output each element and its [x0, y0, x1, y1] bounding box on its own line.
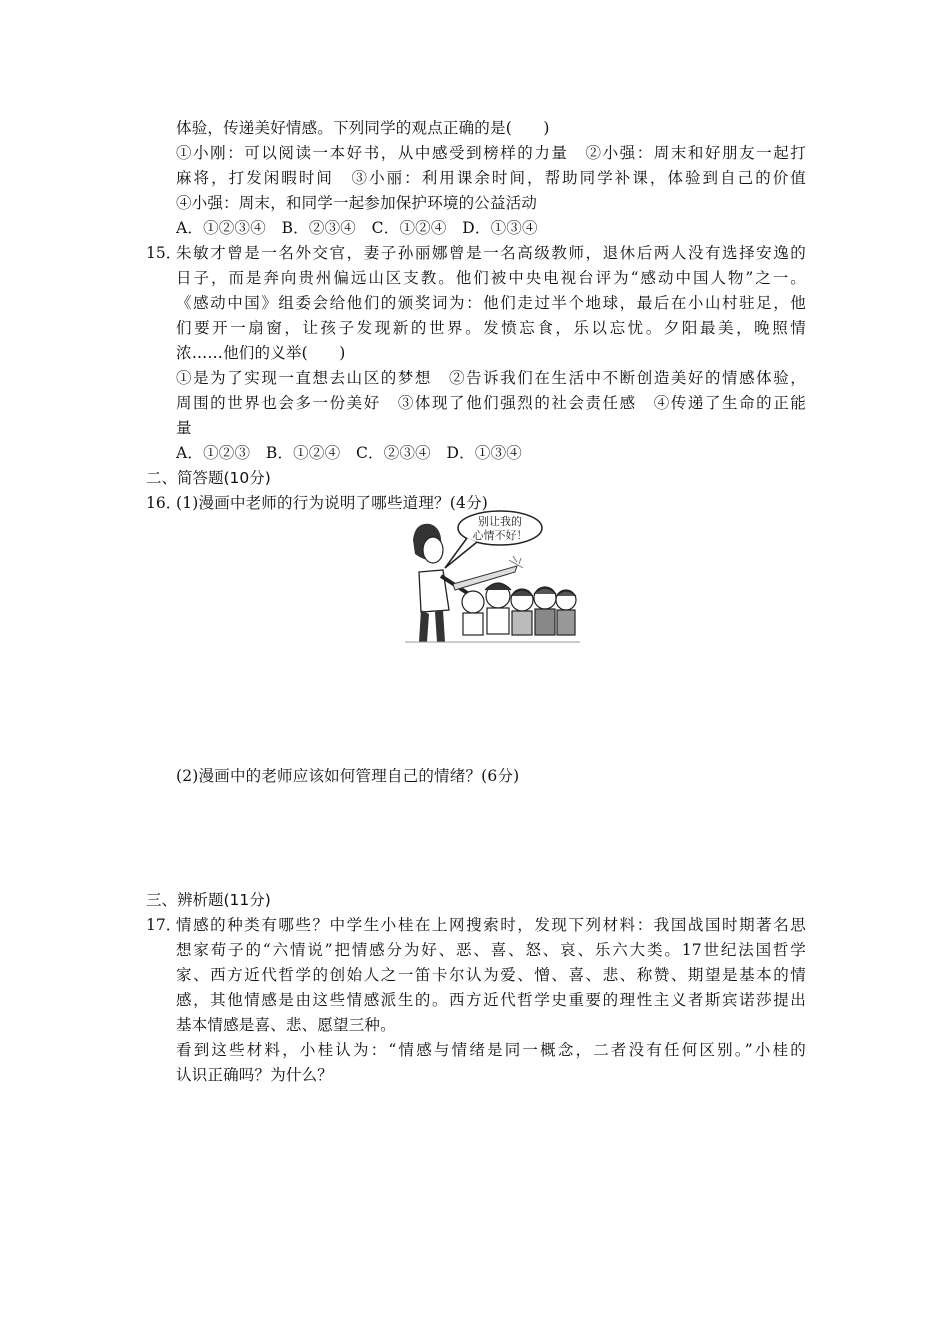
q14-statement-line: ④小强：周末，和同学一起参加保护环境的公益活动: [176, 194, 538, 212]
q17-question-line: 认识正确吗？为什么？: [176, 1066, 334, 1084]
q15-number: 15．: [146, 244, 182, 262]
q17-line: 感，其他情感是由这些情感派生的。西方近代哲学史重要的理性主义者斯宾诺莎提出: [176, 991, 806, 1009]
svg-text:别让我的: 别让我的: [478, 515, 522, 528]
q14-statement-line: 麻将，打发闲暇时间 ③小丽：利用课余时间，帮助同学补课，体验到自己的价值: [176, 169, 806, 187]
q17-line: 基本情感是喜、悲、愿望三种。: [176, 1016, 396, 1034]
q15-line: 日子，而是奔向贵州偏远山区支教。他们被中央电视台评为“感动中国人物”之一。: [176, 269, 806, 287]
q16-number: 16．: [146, 494, 182, 512]
q17-question-line: 看到这些材料，小桂认为：“情感与情绪是同一概念，二者没有任何区别。”小桂的: [176, 1041, 806, 1059]
q15-statement-line: ①是为了实现一直想去山区的梦想 ②告诉我们在生活中不断创造美好的情感体验，: [176, 369, 806, 387]
section-title-short-answer: 二、简答题(10分): [146, 469, 271, 487]
q15-line: 朱敏才曾是一名外交官，妻子孙丽娜曾是一名高级教师，退休后两人没有选择安逸的: [176, 244, 806, 262]
q14-statement-line: ①小刚：可以阅读一本好书，从中感受到榜样的力量 ②小强：周末和好朋友一起打: [176, 144, 806, 162]
q15-statement-line: 量: [176, 419, 192, 437]
q14-options: A．①②③④ B．②③④ C．①②④ D．①③④: [176, 219, 538, 237]
cartoon-teacher-image: [405, 510, 580, 645]
cartoon-illustration: [405, 510, 580, 645]
q15-statement-line: 周围的世界也会多一份美好 ③体现了他们强烈的社会责任感 ④传递了生命的正能: [176, 394, 806, 412]
q15-line: 浓……他们的义举( ): [176, 344, 346, 362]
q17-line: 情感的种类有哪些？中学生小桂在上网搜索时，发现下列材料：我国战国时期著名思: [176, 916, 806, 934]
q15-line: 们要开一扇窗，让孩子发现新的世界。发愤忘食，乐以忘忧。夕阳最美，晚照情: [176, 319, 806, 337]
q17-line: 想家荀子的“六情说”把情感分为好、恶、喜、怒、哀、乐六大类。17世纪法国哲学: [176, 941, 806, 959]
q15-line: 《感动中国》组委会给他们的颁奖词为：他们走过半个地球，最后在小山村驻足，他: [176, 294, 806, 312]
q14-stem-line: 体验，传递美好情感。下列同学的观点正确的是( ): [176, 119, 550, 137]
q16-part2: (2)漫画中的老师应该如何管理自己的情绪？(6分): [176, 767, 520, 785]
q16-part1: (1)漫画中老师的行为说明了哪些道理？(4分): [176, 494, 489, 512]
q17-number: 17．: [146, 916, 182, 934]
q15-options: A．①②③ B．①②④ C．②③④ D．①③④: [176, 444, 522, 462]
section-title-analysis: 三、辨析题(11分): [146, 891, 271, 909]
svg-text:心情不好！: 心情不好！: [472, 529, 528, 542]
q17-line: 家、西方近代哲学的创始人之一笛卡尔认为爱、憎、喜、悲、称赞、期望是基本的情: [176, 966, 806, 984]
